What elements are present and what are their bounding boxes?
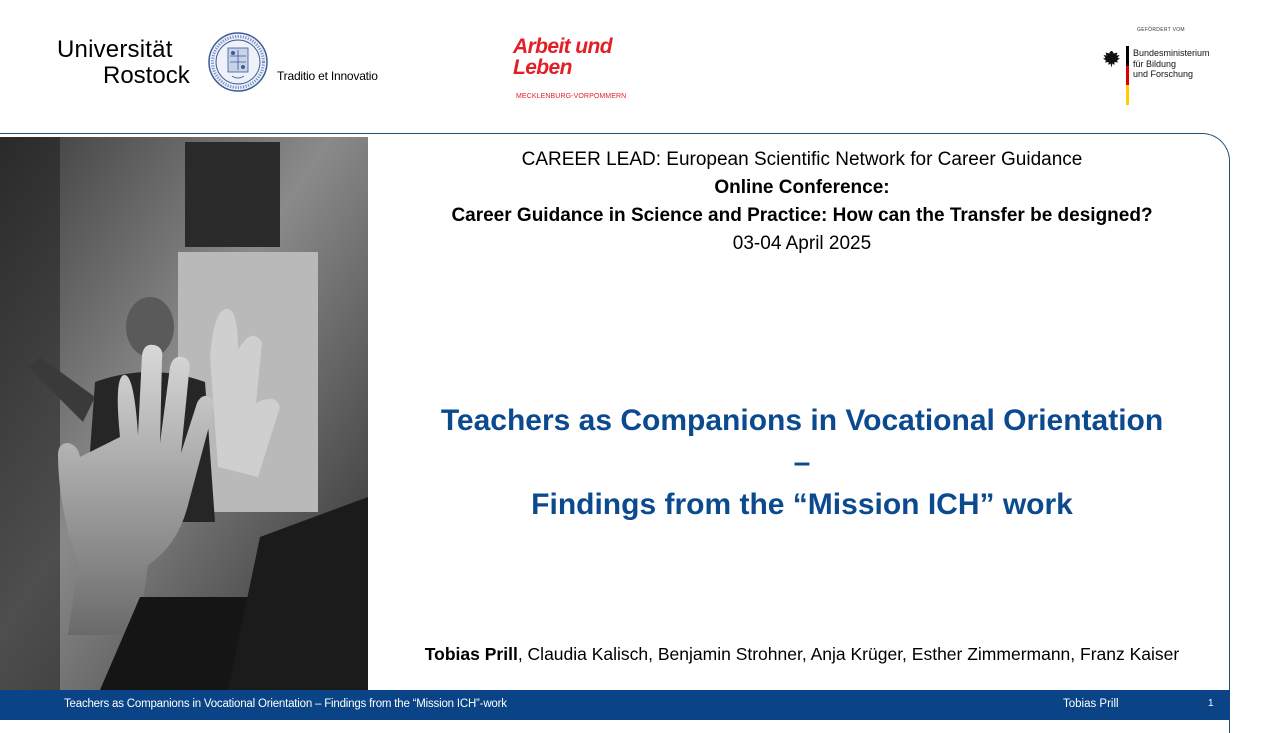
funder-name-line1: Bundesministerium (1133, 48, 1210, 58)
talk-title-dash: – (793, 446, 811, 479)
conference-format: Online Conference: (714, 177, 890, 198)
arbeit-und-leben-logo (513, 36, 653, 104)
funder-name-line2: für Bildung (1133, 58, 1177, 69)
author-list (372, 644, 1232, 665)
university-wordmark (57, 38, 190, 88)
conference-theme: Career Guidance in Science and Practice: How can the Transfer be designed? (451, 205, 1153, 226)
talk-title (372, 400, 1232, 526)
conference-info (372, 146, 1232, 258)
funder-name-line3: und Forschung (1133, 69, 1194, 79)
german-flag-stripe (1126, 46, 1129, 105)
bmbf-logo (1098, 26, 1228, 108)
partner-name-line1: Arbeit und (513, 35, 612, 58)
funder-name (1133, 48, 1210, 80)
footer-author: Tobias Prill (1063, 698, 1119, 710)
partner-region: MECKLENBURG-VORPOMMERN (516, 93, 627, 100)
lead-author: Tobias Prill (424, 644, 518, 664)
talk-title-line2: Findings from the “Mission ICH” work (531, 488, 1073, 521)
talk-title-line1: Teachers as Companions in Vocational Orientation (440, 404, 1164, 437)
federal-eagle-icon (1100, 49, 1122, 71)
university-name-line2: Rostock (103, 62, 190, 89)
conference-dates: 03-04 April 2025 (732, 233, 872, 254)
university-name-line1: Universität (57, 36, 173, 63)
university-seal-icon (208, 32, 268, 92)
university-motto: Traditio et Innovatio (277, 69, 378, 83)
funded-by-label: GEFÖRDERT VOM (1137, 27, 1185, 33)
raised-hands-photo (0, 137, 368, 690)
partner-name-line2: Leben (513, 56, 572, 79)
raised-hands-image (0, 137, 368, 690)
footer-title: Teachers as Companions in Vocational Orientation – Findings from the “Mission ICH”-work (64, 698, 507, 710)
university-rostock-logo (57, 32, 387, 92)
slide-footer (0, 690, 1230, 720)
conference-network: CAREER LEAD: European Scientific Network for Career Guidance (521, 149, 1083, 170)
page-number: 1 (1208, 698, 1214, 709)
co-authors: , Claudia Kalisch, Benjamin Strohner, Anja Krüger, Esther Zimmermann, Franz Kaiser (517, 644, 1180, 664)
